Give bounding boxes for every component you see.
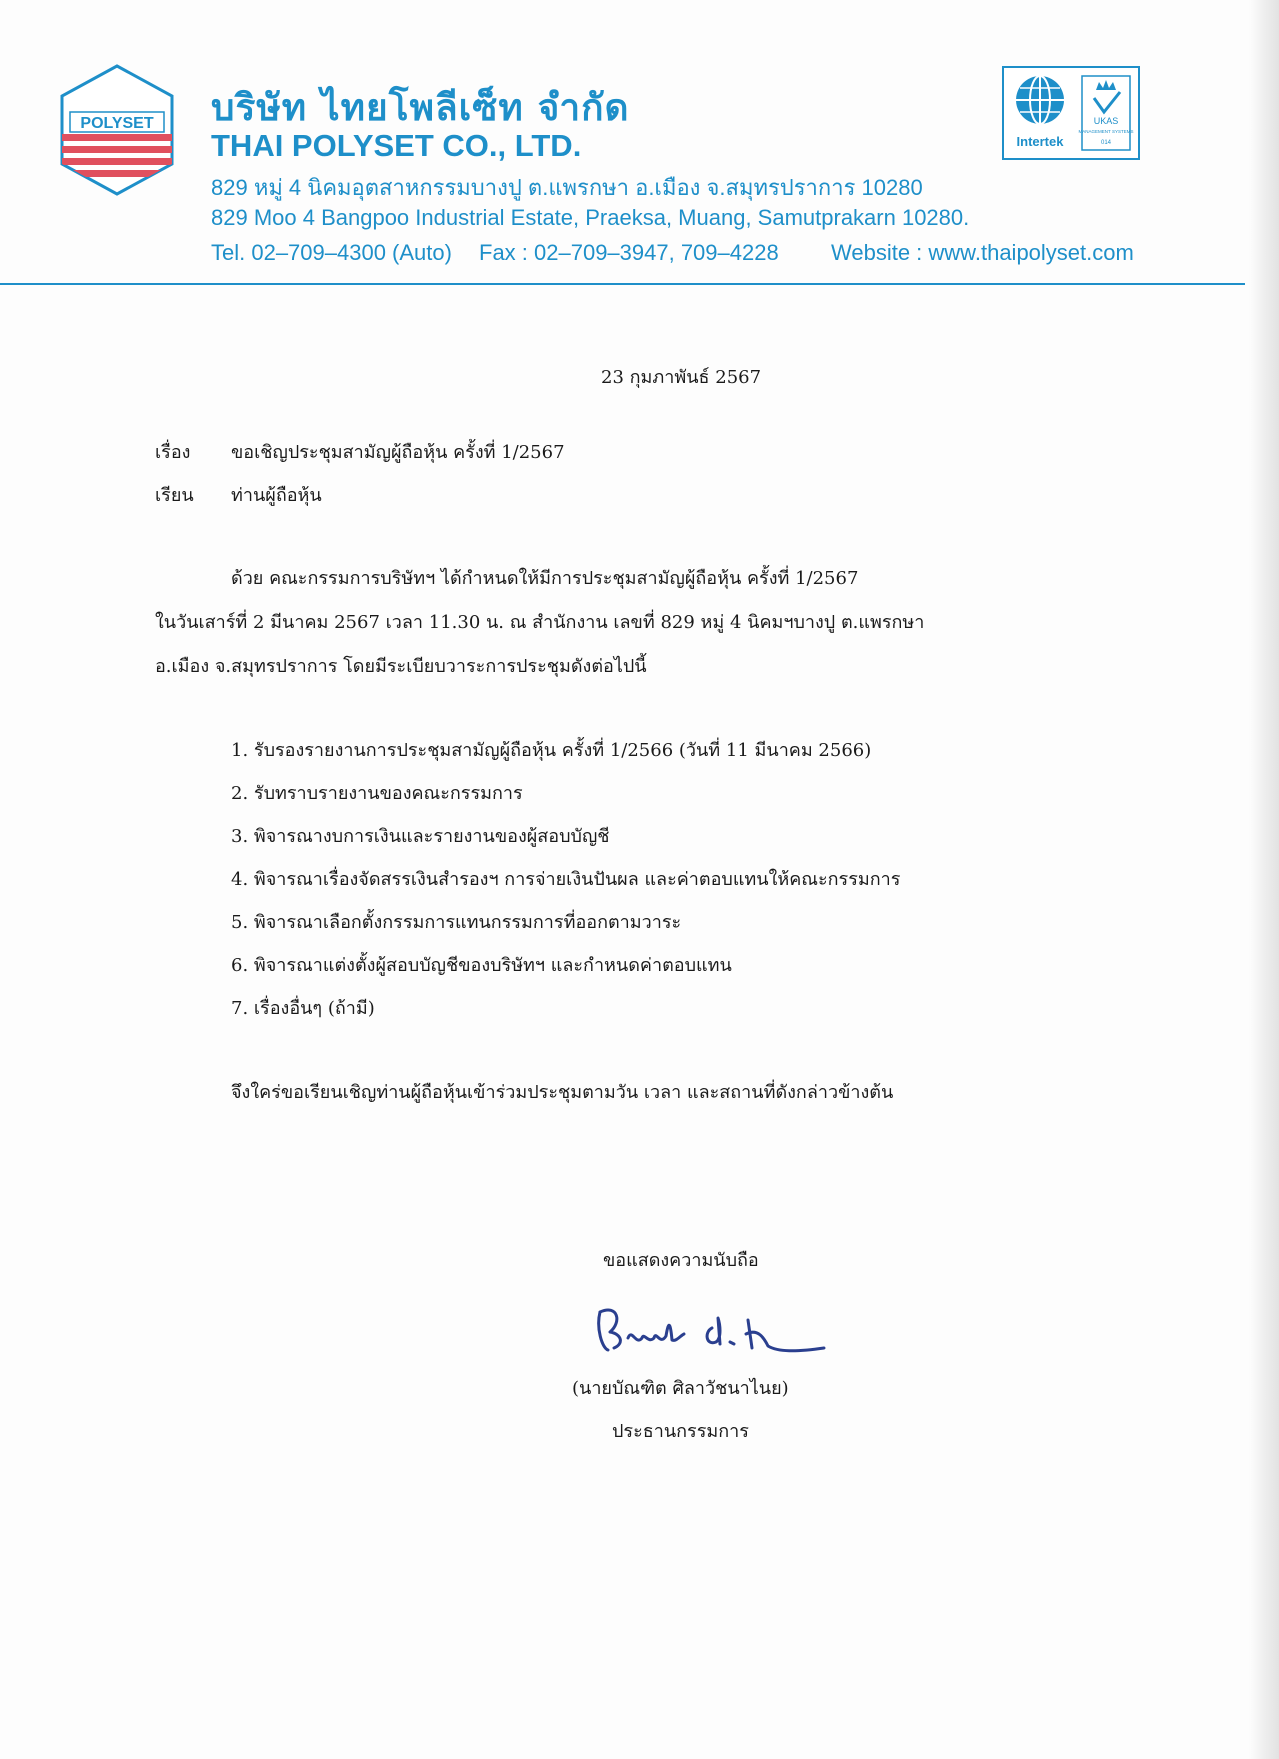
complimentary-close: ขอแสดงความนับถือ (603, 1250, 759, 1271)
intertek-globe-icon (1016, 76, 1064, 124)
logo-text: POLYSET (80, 115, 154, 132)
ukas-number: 014 (1100, 140, 1112, 146)
letter-date: 23 กุมภาพันธ์ 2567 (601, 367, 762, 388)
closing-paragraph: จึงใคร่ขอเรียนเชิญท่านผู้ถือหุ้นเข้าร่วมประชุมตามวัน เวลา และสถานที่ดังกล่าวข้างต้น (231, 1082, 894, 1103)
signer-name: (นายบัณฑิต ศิลาวัชนาไนย) (572, 1378, 789, 1399)
agenda-item: 4. พิจารณาเรื่องจัดสรรเงินสำรองฯ การจ่ายเงินปันผล และค่าตอบแทนให้คณะกรรมการ (231, 869, 901, 890)
agenda-item: 6. พิจารณาแต่งตั้งผู้สอบบัญชีของบริษัทฯ และกำหนดค่าตอบแทน (231, 955, 732, 976)
scan-edge-shadow (1249, 0, 1279, 1759)
intro-line-1: ด้วย คณะกรรมการบริษัทฯ ได้กำหนดให้มีการประชุมสามัญผู้ถือหุ้น ครั้งที่ 1/2567 (231, 568, 859, 589)
recipient-label: เรียน (155, 485, 194, 506)
agenda-item: 5. พิจารณาเลือกตั้งกรรมการแทนกรรมการที่ออกตามวาระ (231, 912, 682, 933)
polyset-logo (58, 62, 176, 198)
agenda-item: 2. รับทราบรายงานของคณะกรรมการ (231, 783, 523, 804)
intertek-label: Intertek (1016, 134, 1064, 149)
header-divider (0, 283, 1245, 285)
handwritten-signature (588, 1298, 838, 1370)
contact-line (211, 240, 1136, 266)
intro-line-3: อ.เมือง จ.สมุทรปราการ โดยมีระเบียบวาระการประชุมดังต่อไปนี้ (155, 656, 647, 677)
address-en: 829 Moo 4 Bangpoo Industrial Estate, Praeksa, Muang, Samutprakarn 10280. (211, 205, 970, 230)
telephone: Tel. 02–709–4300 (Auto) (211, 240, 452, 265)
company-name-en: THAI POLYSET CO., LTD. (211, 128, 582, 163)
intro-line-2: ในวันเสาร์ที่ 2 มีนาคม 2567 เวลา 11.30 น. ณ สำนักงาน เลขที่ 829 หมู่ 4 นิคมฯบางปู ต.แพรกษา (155, 612, 925, 633)
agenda-item: 7. เรื่องอื่นๆ (ถ้ามี) (231, 998, 375, 1019)
ukas-subtitle: MANAGEMENT SYSTEMS (1078, 129, 1134, 134)
subject-text: ขอเชิญประชุมสามัญผู้ถือหุ้น ครั้งที่ 1/2567 (231, 442, 565, 463)
company-name-th: บริษัท ไทยโพลีเซ็ท จำกัด (211, 86, 630, 129)
ukas-label: UKAS (1093, 116, 1119, 126)
signer-title: ประธานกรรมการ (612, 1421, 749, 1442)
address-th: 829 หมู่ 4 นิคมอุตสาหกรรมบางปู ต.แพรกษา อ.เมือง จ.สมุทรปราการ 10280 (211, 175, 923, 200)
agenda-item: 1. รับรองรายงานการประชุมสามัญผู้ถือหุ้น ครั้งที่ 1/2566 (วันที่ 11 มีนาคม 2566) (231, 740, 872, 761)
website: Website : www.thaipolyset.com (831, 240, 1134, 265)
certification-badge (1002, 66, 1140, 160)
recipient-text: ท่านผู้ถือหุ้น (231, 485, 322, 506)
subject-label: เรื่อง (155, 442, 191, 463)
fax: Fax : 02–709–3947, 709–4228 (479, 240, 779, 265)
agenda-item: 3. พิจารณางบการเงินและรายงานของผู้สอบบัญชี (231, 826, 610, 847)
